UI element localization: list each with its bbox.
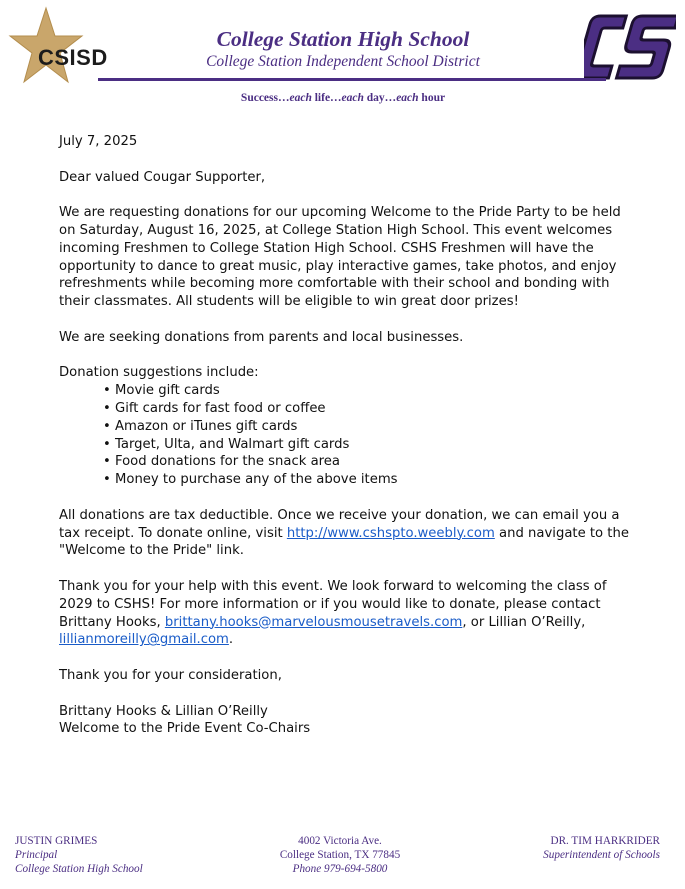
district-name: College Station Independent School District [206, 53, 480, 70]
address-street: 4002 Victoria Ave. [298, 835, 382, 847]
salutation: Dear valued Cougar Supporter, [59, 169, 266, 185]
list-item: • Target, Ulta, and Walmart gift cards [103, 436, 629, 454]
csisd-logo-text: CSISD [38, 45, 108, 70]
suggestions-list [103, 382, 629, 489]
footer-principal [15, 834, 143, 877]
email-link-lillian[interactable]: lillianmoreilly@gmail.com [59, 632, 229, 648]
principal-title: Principal [15, 849, 58, 862]
superintendent-title: Superintendent of Schools [543, 849, 660, 862]
suggestions-heading: Donation suggestions include: [59, 365, 259, 381]
email-link-brittany[interactable]: brittany.hooks@marvelousmousetravels.com [164, 614, 463, 630]
school-name: College Station High School [216, 27, 470, 51]
footer-superintendent [543, 834, 660, 862]
paragraph-seeking: We are seeking donations from parents and local businesses. [59, 329, 464, 345]
address-city: College Station, TX 77845 [279, 849, 401, 862]
paragraph-tax: All donations are tax deductible. Once we receive your donation, we can email you a tax receipt. To donate online, visit http://www.cshspto.weebly.com and navigate to the "Welcome to the Pride" link. [59, 507, 629, 559]
cs-monogram-logo [584, 10, 676, 84]
list-item: • Food donations for the snack area [103, 453, 629, 471]
closing: Thank you for your consideration, [59, 667, 282, 683]
header-divider [98, 78, 606, 81]
superintendent-name: DR. TIM HARKRIDER [550, 835, 660, 847]
signature-title: Welcome to the Pride Event Co-Chairs [59, 721, 311, 737]
list-item: • Gift cards for fast food or coffee [103, 400, 629, 418]
cs-monogram-icon [584, 10, 676, 84]
address-phone: Phone 979-694-5800 [292, 863, 388, 876]
list-item: • Amazon or iTunes gift cards [103, 418, 629, 436]
motto: Success…each life…each day…each hour [240, 92, 446, 104]
letter-body [59, 133, 629, 738]
principal-org: College Station High School [15, 863, 143, 876]
csisd-logo [8, 6, 126, 86]
signature-names: Brittany Hooks & Lillian O’Reilly [59, 703, 268, 719]
principal-name: JUSTIN GRIMES [15, 835, 98, 847]
paragraph-event: We are requesting donations for our upcoming Welcome to the Pride Party to be held on Saturday, August 16, 2025, at College Station High School. This event welcomes incoming Freshmen to College Station High School. CSHS Freshmen will have the opportunity to dance to great music, play interactive games, take photos, and enjoy refreshments while becoming more comfortable with their school and bonding with their classmates. All students will be eligible to win great door prizes! [59, 205, 621, 310]
paragraph-thanks: Thank you for your help with this event. We look forward to welcoming the class of 2029 to CSHS! For more information or if you would like to donate, please contact Brittany Hooks, brittany.hooks@marvelousmousetravels.com, or Lillian O’Reilly, lillianmoreilly@gmail.com. [59, 578, 607, 648]
list-item: • Movie gift cards [103, 382, 629, 400]
list-item: • Money to purchase any of the above items [103, 471, 629, 489]
footer-address [240, 834, 440, 877]
donate-link[interactable]: http://www.cshspto.weebly.com [286, 525, 495, 541]
letter-date: July 7, 2025 [59, 134, 138, 149]
